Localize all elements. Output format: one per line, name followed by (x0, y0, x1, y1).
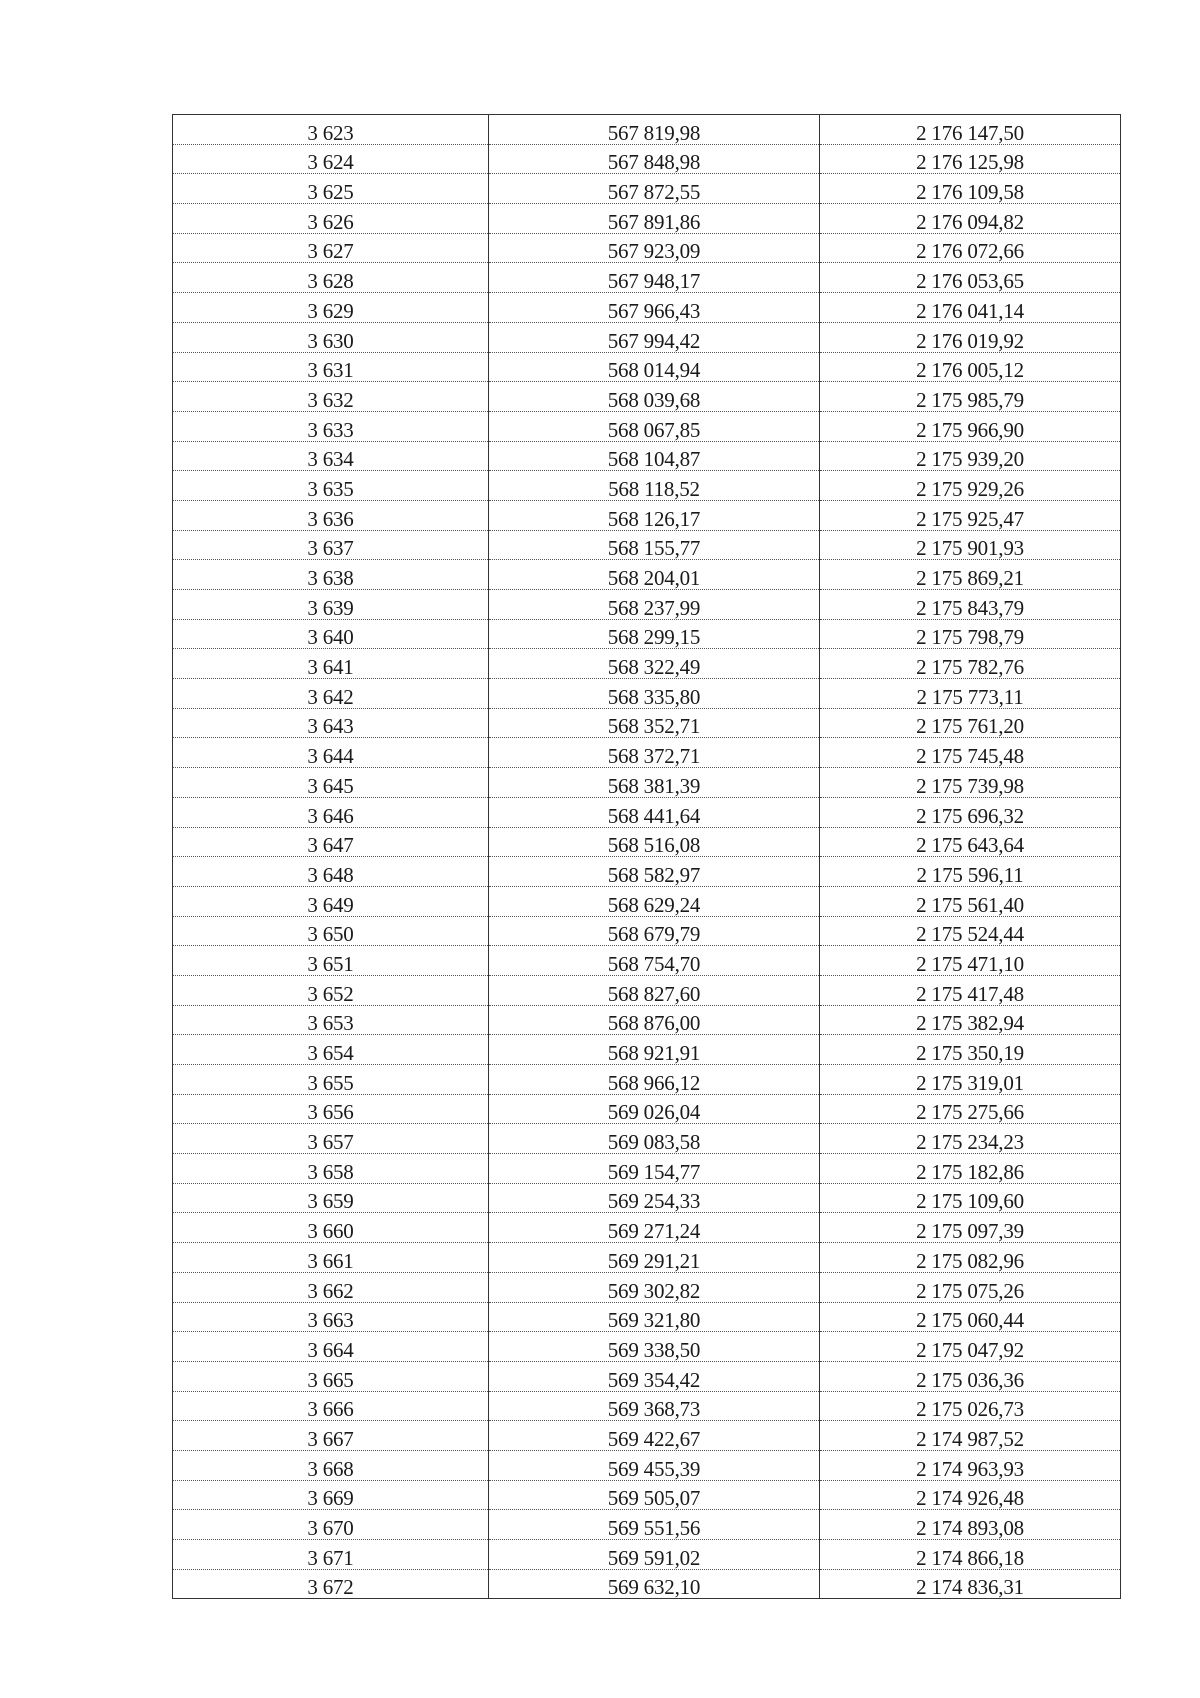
x-coordinate-cell: 569 026,04 (489, 1094, 820, 1124)
point-number-cell: 3 663 (173, 1302, 489, 1332)
point-number-cell: 3 654 (173, 1035, 489, 1065)
x-coordinate-cell: 568 516,08 (489, 827, 820, 857)
point-number-cell: 3 659 (173, 1183, 489, 1213)
table-row (173, 649, 1121, 679)
x-coordinate-cell: 569 591,02 (489, 1540, 820, 1570)
y-coordinate-cell: 2 176 041,14 (820, 293, 1121, 323)
table-row (173, 916, 1121, 946)
x-coordinate-cell: 569 455,39 (489, 1450, 820, 1480)
table-row (173, 204, 1121, 234)
point-number-cell: 3 671 (173, 1540, 489, 1570)
y-coordinate-cell: 2 175 985,79 (820, 382, 1121, 412)
table-row (173, 382, 1121, 412)
point-number-cell: 3 669 (173, 1480, 489, 1510)
x-coordinate-cell: 567 923,09 (489, 233, 820, 263)
y-coordinate-cell: 2 175 939,20 (820, 441, 1121, 471)
table-row (173, 500, 1121, 530)
y-coordinate-cell: 2 176 072,66 (820, 233, 1121, 263)
x-coordinate-cell: 567 848,98 (489, 144, 820, 174)
point-number-cell: 3 648 (173, 857, 489, 887)
x-coordinate-cell: 568 322,49 (489, 649, 820, 679)
point-number-cell: 3 665 (173, 1361, 489, 1391)
x-coordinate-cell: 568 629,24 (489, 886, 820, 916)
point-number-cell: 3 652 (173, 975, 489, 1005)
y-coordinate-cell: 2 175 782,76 (820, 649, 1121, 679)
x-coordinate-cell: 568 335,80 (489, 679, 820, 709)
y-coordinate-cell: 2 175 561,40 (820, 886, 1121, 916)
x-coordinate-cell: 569 254,33 (489, 1183, 820, 1213)
x-coordinate-cell: 568 126,17 (489, 500, 820, 530)
table-row (173, 1540, 1121, 1570)
x-coordinate-cell: 569 083,58 (489, 1124, 820, 1154)
table-row (173, 530, 1121, 560)
point-number-cell: 3 643 (173, 708, 489, 738)
x-coordinate-cell: 568 372,71 (489, 738, 820, 768)
table-row (173, 679, 1121, 709)
x-coordinate-cell: 569 302,82 (489, 1272, 820, 1302)
x-coordinate-cell: 569 551,56 (489, 1510, 820, 1540)
y-coordinate-cell: 2 176 147,50 (820, 115, 1121, 145)
table-row (173, 560, 1121, 590)
point-number-cell: 3 653 (173, 1005, 489, 1035)
y-coordinate-cell: 2 176 019,92 (820, 322, 1121, 352)
point-number-cell: 3 672 (173, 1569, 489, 1599)
x-coordinate-cell: 569 291,21 (489, 1243, 820, 1273)
y-coordinate-cell: 2 175 047,92 (820, 1332, 1121, 1362)
table-row (173, 115, 1121, 145)
table-row (173, 1243, 1121, 1273)
y-coordinate-cell: 2 176 094,82 (820, 204, 1121, 234)
y-coordinate-cell: 2 175 109,60 (820, 1183, 1121, 1213)
y-coordinate-cell: 2 175 350,19 (820, 1035, 1121, 1065)
table-row (173, 946, 1121, 976)
y-coordinate-cell: 2 175 026,73 (820, 1391, 1121, 1421)
y-coordinate-cell: 2 175 869,21 (820, 560, 1121, 590)
x-coordinate-cell: 568 381,39 (489, 768, 820, 798)
y-coordinate-cell: 2 175 901,93 (820, 530, 1121, 560)
table-row (173, 857, 1121, 887)
y-coordinate-cell: 2 175 382,94 (820, 1005, 1121, 1035)
x-coordinate-cell: 568 441,64 (489, 797, 820, 827)
y-coordinate-cell: 2 175 075,26 (820, 1272, 1121, 1302)
y-coordinate-cell: 2 174 866,18 (820, 1540, 1121, 1570)
point-number-cell: 3 647 (173, 827, 489, 857)
y-coordinate-cell: 2 176 109,58 (820, 174, 1121, 204)
x-coordinate-cell: 568 155,77 (489, 530, 820, 560)
x-coordinate-cell: 568 104,87 (489, 441, 820, 471)
point-number-cell: 3 639 (173, 590, 489, 620)
point-number-cell: 3 638 (173, 560, 489, 590)
table-row (173, 174, 1121, 204)
x-coordinate-cell: 568 679,79 (489, 916, 820, 946)
table-row (173, 1480, 1121, 1510)
point-number-cell: 3 650 (173, 916, 489, 946)
y-coordinate-cell: 2 175 036,36 (820, 1361, 1121, 1391)
table-row (173, 619, 1121, 649)
table-row (173, 233, 1121, 263)
table-row (173, 708, 1121, 738)
x-coordinate-cell: 568 582,97 (489, 857, 820, 887)
x-coordinate-cell: 568 921,91 (489, 1035, 820, 1065)
point-number-cell: 3 670 (173, 1510, 489, 1540)
point-number-cell: 3 646 (173, 797, 489, 827)
point-number-cell: 3 634 (173, 441, 489, 471)
x-coordinate-cell: 568 299,15 (489, 619, 820, 649)
point-number-cell: 3 662 (173, 1272, 489, 1302)
table-row (173, 1213, 1121, 1243)
coordinates-table (172, 114, 1121, 1599)
point-number-cell: 3 644 (173, 738, 489, 768)
point-number-cell: 3 641 (173, 649, 489, 679)
table-row (173, 1569, 1121, 1599)
point-number-cell: 3 656 (173, 1094, 489, 1124)
y-coordinate-cell: 2 174 926,48 (820, 1480, 1121, 1510)
y-coordinate-cell: 2 175 929,26 (820, 471, 1121, 501)
point-number-cell: 3 625 (173, 174, 489, 204)
table-row (173, 827, 1121, 857)
table-row (173, 293, 1121, 323)
x-coordinate-cell: 568 876,00 (489, 1005, 820, 1035)
point-number-cell: 3 667 (173, 1421, 489, 1451)
point-number-cell: 3 651 (173, 946, 489, 976)
point-number-cell: 3 627 (173, 233, 489, 263)
table-row (173, 975, 1121, 1005)
y-coordinate-cell: 2 175 097,39 (820, 1213, 1121, 1243)
x-coordinate-cell: 568 966,12 (489, 1065, 820, 1095)
table-row (173, 1094, 1121, 1124)
x-coordinate-cell: 568 067,85 (489, 411, 820, 441)
y-coordinate-cell: 2 175 182,86 (820, 1154, 1121, 1184)
table-row (173, 1005, 1121, 1035)
point-number-cell: 3 658 (173, 1154, 489, 1184)
table-row (173, 1332, 1121, 1362)
x-coordinate-cell: 568 237,99 (489, 590, 820, 620)
x-coordinate-cell: 569 338,50 (489, 1332, 820, 1362)
x-coordinate-cell: 568 039,68 (489, 382, 820, 412)
y-coordinate-cell: 2 175 524,44 (820, 916, 1121, 946)
x-coordinate-cell: 569 271,24 (489, 1213, 820, 1243)
y-coordinate-cell: 2 175 843,79 (820, 590, 1121, 620)
y-coordinate-cell: 2 175 739,98 (820, 768, 1121, 798)
y-coordinate-cell: 2 174 987,52 (820, 1421, 1121, 1451)
point-number-cell: 3 626 (173, 204, 489, 234)
point-number-cell: 3 636 (173, 500, 489, 530)
y-coordinate-cell: 2 175 745,48 (820, 738, 1121, 768)
x-coordinate-cell: 569 632,10 (489, 1569, 820, 1599)
point-number-cell: 3 661 (173, 1243, 489, 1273)
x-coordinate-cell: 567 966,43 (489, 293, 820, 323)
point-number-cell: 3 655 (173, 1065, 489, 1095)
point-number-cell: 3 666 (173, 1391, 489, 1421)
y-coordinate-cell: 2 175 275,66 (820, 1094, 1121, 1124)
table-row (173, 1391, 1121, 1421)
x-coordinate-cell: 567 994,42 (489, 322, 820, 352)
y-coordinate-cell: 2 175 234,23 (820, 1124, 1121, 1154)
table-row (173, 352, 1121, 382)
point-number-cell: 3 630 (173, 322, 489, 352)
table-row (173, 1154, 1121, 1184)
table-row (173, 1510, 1121, 1540)
table-row (173, 1272, 1121, 1302)
point-number-cell: 3 649 (173, 886, 489, 916)
x-coordinate-cell: 569 505,07 (489, 1480, 820, 1510)
y-coordinate-cell: 2 174 893,08 (820, 1510, 1121, 1540)
x-coordinate-cell: 567 891,86 (489, 204, 820, 234)
table-row (173, 1183, 1121, 1213)
table-row (173, 886, 1121, 916)
y-coordinate-cell: 2 175 696,32 (820, 797, 1121, 827)
point-number-cell: 3 633 (173, 411, 489, 441)
point-number-cell: 3 624 (173, 144, 489, 174)
table-row (173, 411, 1121, 441)
x-coordinate-cell: 568 352,71 (489, 708, 820, 738)
x-coordinate-cell: 569 422,67 (489, 1421, 820, 1451)
y-coordinate-cell: 2 175 060,44 (820, 1302, 1121, 1332)
y-coordinate-cell: 2 175 925,47 (820, 500, 1121, 530)
y-coordinate-cell: 2 175 417,48 (820, 975, 1121, 1005)
table-row (173, 590, 1121, 620)
point-number-cell: 3 657 (173, 1124, 489, 1154)
point-number-cell: 3 637 (173, 530, 489, 560)
point-number-cell: 3 623 (173, 115, 489, 145)
x-coordinate-cell: 567 819,98 (489, 115, 820, 145)
point-number-cell: 3 668 (173, 1450, 489, 1480)
y-coordinate-cell: 2 175 082,96 (820, 1243, 1121, 1273)
table-row (173, 441, 1121, 471)
table-row (173, 1421, 1121, 1451)
x-coordinate-cell: 567 948,17 (489, 263, 820, 293)
point-number-cell: 3 628 (173, 263, 489, 293)
table-row (173, 1361, 1121, 1391)
x-coordinate-cell: 568 014,94 (489, 352, 820, 382)
point-number-cell: 3 642 (173, 679, 489, 709)
table-row (173, 1035, 1121, 1065)
x-coordinate-cell: 568 754,70 (489, 946, 820, 976)
y-coordinate-cell: 2 174 836,31 (820, 1569, 1121, 1599)
x-coordinate-cell: 568 827,60 (489, 975, 820, 1005)
x-coordinate-cell: 567 872,55 (489, 174, 820, 204)
y-coordinate-cell: 2 175 798,79 (820, 619, 1121, 649)
table-row (173, 1302, 1121, 1332)
point-number-cell: 3 632 (173, 382, 489, 412)
y-coordinate-cell: 2 175 319,01 (820, 1065, 1121, 1095)
table-row (173, 471, 1121, 501)
x-coordinate-cell: 568 118,52 (489, 471, 820, 501)
x-coordinate-cell: 569 321,80 (489, 1302, 820, 1332)
point-number-cell: 3 629 (173, 293, 489, 323)
y-coordinate-cell: 2 175 471,10 (820, 946, 1121, 976)
table-row (173, 263, 1121, 293)
x-coordinate-cell: 569 354,42 (489, 1361, 820, 1391)
y-coordinate-cell: 2 175 643,64 (820, 827, 1121, 857)
x-coordinate-cell: 568 204,01 (489, 560, 820, 590)
y-coordinate-cell: 2 175 966,90 (820, 411, 1121, 441)
point-number-cell: 3 635 (173, 471, 489, 501)
table-row (173, 1124, 1121, 1154)
table-row (173, 322, 1121, 352)
y-coordinate-cell: 2 175 596,11 (820, 857, 1121, 887)
x-coordinate-cell: 569 368,73 (489, 1391, 820, 1421)
x-coordinate-cell: 569 154,77 (489, 1154, 820, 1184)
y-coordinate-cell: 2 176 125,98 (820, 144, 1121, 174)
coordinates-table-body (173, 115, 1121, 1599)
table-row (173, 1065, 1121, 1095)
table-row (173, 144, 1121, 174)
y-coordinate-cell: 2 174 963,93 (820, 1450, 1121, 1480)
table-row (173, 768, 1121, 798)
point-number-cell: 3 660 (173, 1213, 489, 1243)
table-row (173, 738, 1121, 768)
y-coordinate-cell: 2 176 005,12 (820, 352, 1121, 382)
y-coordinate-cell: 2 175 773,11 (820, 679, 1121, 709)
table-row (173, 797, 1121, 827)
point-number-cell: 3 645 (173, 768, 489, 798)
point-number-cell: 3 631 (173, 352, 489, 382)
y-coordinate-cell: 2 176 053,65 (820, 263, 1121, 293)
point-number-cell: 3 664 (173, 1332, 489, 1362)
table-row (173, 1450, 1121, 1480)
point-number-cell: 3 640 (173, 619, 489, 649)
y-coordinate-cell: 2 175 761,20 (820, 708, 1121, 738)
